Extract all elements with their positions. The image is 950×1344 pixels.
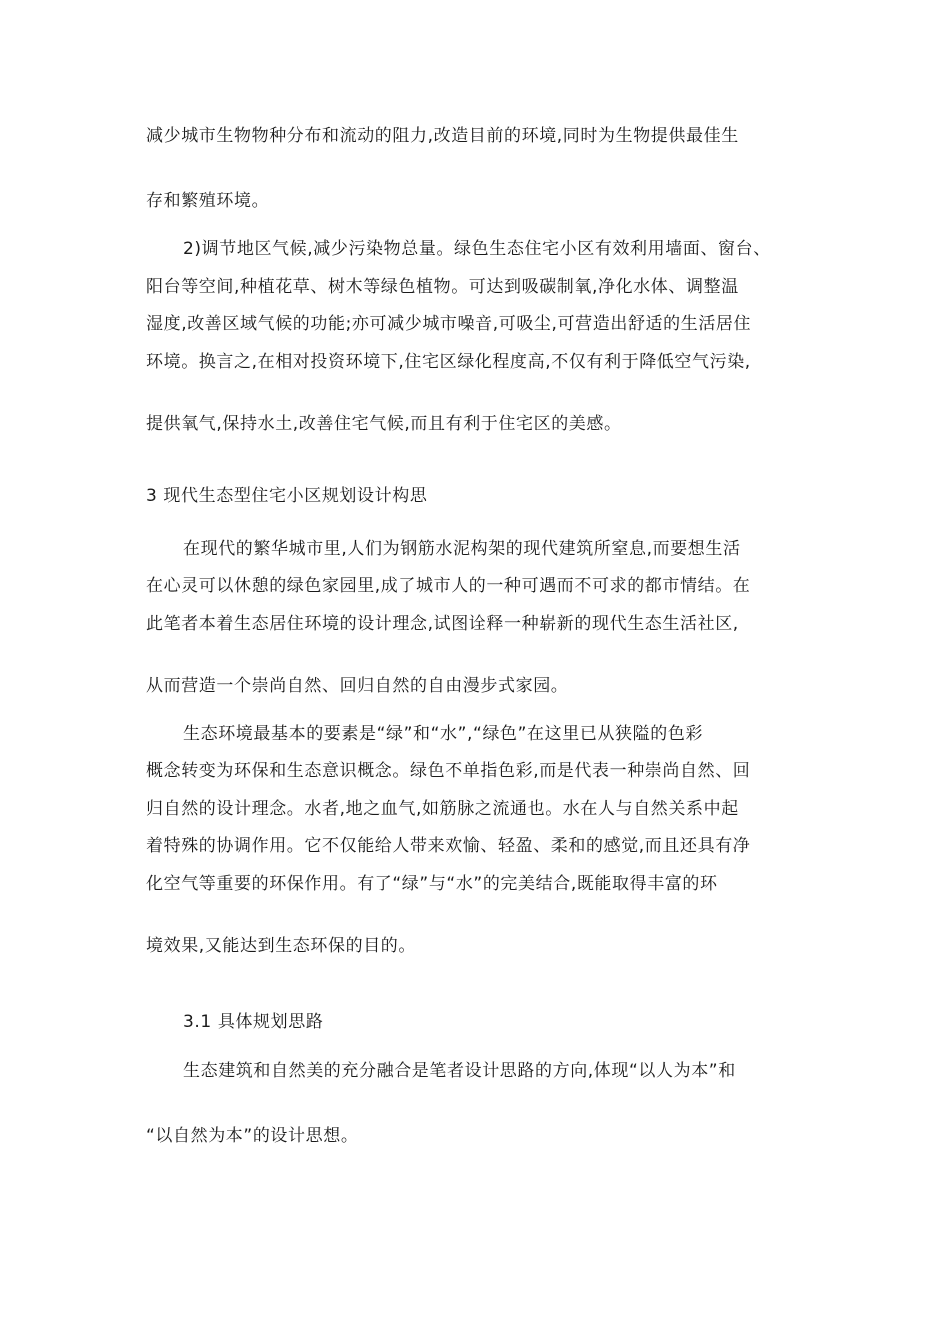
text-line: 环境。换言之,在相对投资环境下,住宅区绿化程度高,不仅有利于降低空气污染, (146, 352, 751, 372)
paragraph-start-line: 生态建筑和自然美的充分融合是笔者设计思路的方向,体现“以人为本”和 (183, 1061, 736, 1081)
paragraph-start-line: 在现代的繁华城市里,人们为钢筋水泥构架的现代建筑所窒息,而要想生活 (183, 539, 741, 559)
text-line: 提供氧气,保持水土,改善住宅气候,而且有利于住宅区的美感。 (146, 414, 622, 434)
text-line: 境效果,又能达到生态环保的目的。 (146, 936, 417, 956)
text-line: 从而营造一个崇尚自然、回归自然的自由漫步式家园。 (146, 676, 569, 696)
text-line: 着特殊的协调作用。它不仅能给人带来欢愉、轻盈、柔和的感觉,而且还具有净 (146, 836, 751, 856)
paragraph-start-line: 2)调节地区气候,减少污染物总量。绿色生态住宅小区有效利用墙面、窗台、 (183, 239, 771, 259)
text-line: 在心灵可以休憩的绿色家园里,成了城市人的一种可遇而不可求的都市情结。在 (146, 576, 751, 596)
text-line: 概念转变为环保和生态意识概念。绿色不单指色彩,而是代表一种崇尚自然、回 (146, 761, 751, 781)
text-line: 化空气等重要的环保作用。有了“绿”与“水”的完美结合,既能取得丰富的环 (146, 874, 718, 894)
text-line: 此笔者本着生态居住环境的设计理念,试图诠释一种崭新的现代生态生活社区, (146, 614, 739, 634)
text-line: 湿度,改善区域气候的功能;亦可减少城市噪音,可吸尘,可营造出舒适的生活居住 (146, 314, 752, 334)
text-line: 减少城市生物物种分布和流动的阻力,改造目前的环境,同时为生物提供最佳生 (146, 126, 739, 146)
text-line: 阳台等空间,种植花草、树木等绿色植物。可达到吸碳制氧,净化水体、调整温 (146, 277, 739, 297)
text-line: “以自然为本”的设计思想。 (146, 1126, 359, 1146)
section-heading: 3 现代生态型住宅小区规划设计构思 (146, 486, 428, 506)
text-line: 存和繁殖环境。 (146, 191, 270, 211)
paragraph-start-line: 生态环境最基本的要素是“绿”和“水”,“绿色”在这里已从狭隘的色彩 (183, 724, 704, 744)
subsection-heading: 3.1 具体规划思路 (183, 1012, 324, 1032)
text-line: 归自然的设计理念。水者,地之血气,如筋脉之流通也。水在人与自然关系中起 (146, 799, 739, 819)
